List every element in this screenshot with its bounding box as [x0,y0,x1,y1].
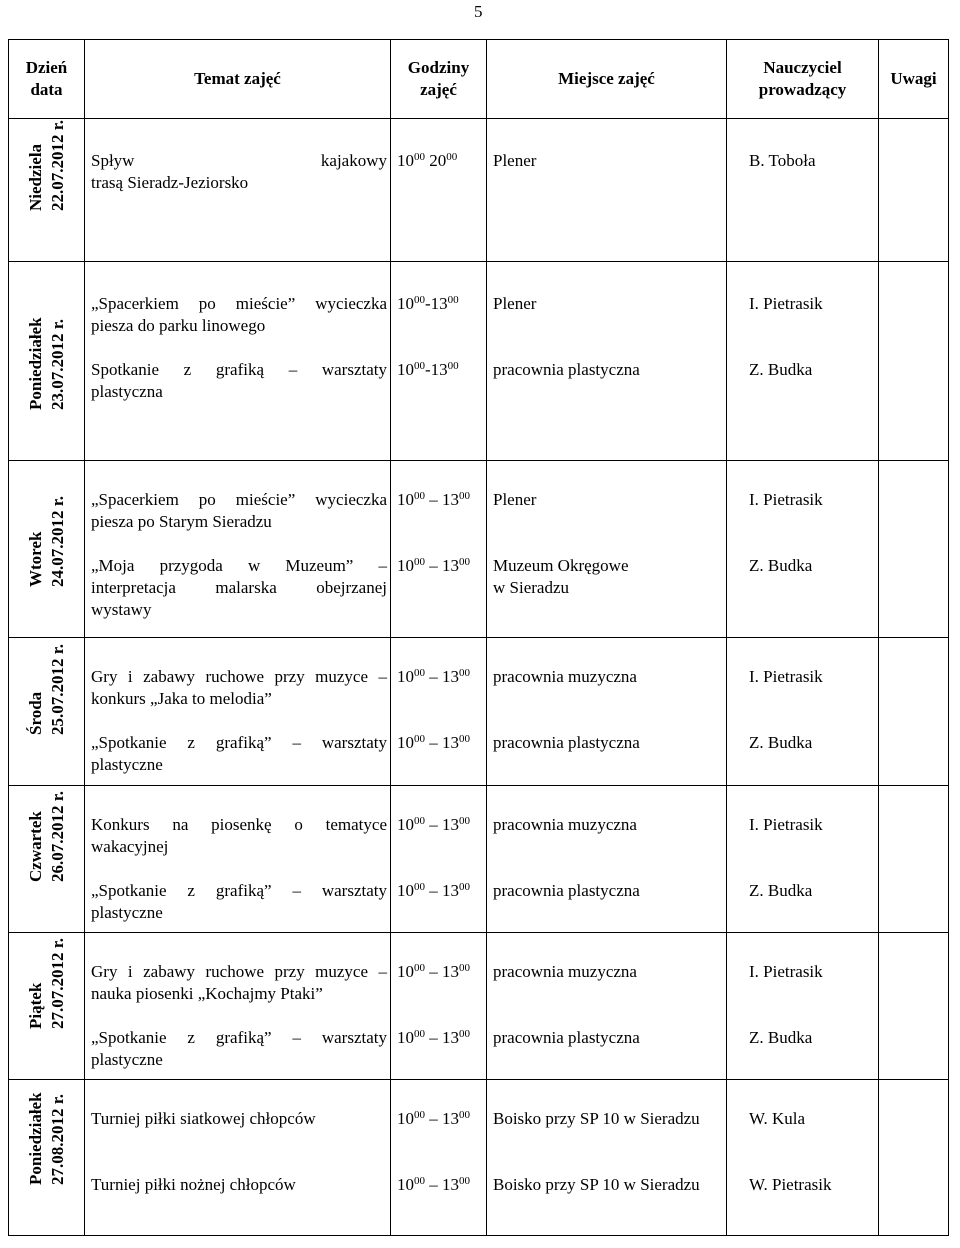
day-date: 27.08.2012 r. [47,1094,67,1185]
topic-line: interpretacja malarska obejrzanej [91,578,387,597]
place-text [487,489,726,511]
place-text [487,880,726,902]
schedule-table [8,39,949,1236]
hours-text [391,1027,473,1049]
topic-line: Konkurs na piosenkę o tematyce [91,815,387,834]
hours-sep: – [425,556,442,575]
topic-line: wakacyjnej [91,837,169,856]
day-wrap [9,119,84,261]
teacher-text: I. Pietrasik [749,294,823,313]
header-teacher [727,40,879,119]
hours-text [391,1108,473,1130]
notes-cell [879,262,949,461]
hours-end-min: 00 [447,294,459,306]
hours-start-min: 00 [414,1175,425,1187]
hours-text [391,1174,473,1196]
hours-end: 20 [429,151,447,170]
notes-cell [879,1080,949,1236]
hours-start: 10 [397,490,414,509]
day-label [25,120,69,211]
place-line: pracownia plastyczna [493,881,640,900]
topic-text [85,880,390,924]
day-label [25,496,69,587]
topic-cell [85,638,391,786]
teacher-text: I. Pietrasik [749,962,823,981]
hours-start: 10 [397,360,414,379]
hours-text [391,880,473,902]
hours-start: 10 [397,815,414,834]
place-text [487,1027,726,1049]
topic-line: „Spotkanie z grafiką” – warsztaty [91,1028,387,1047]
hours-sep: – [425,1175,442,1194]
hours-start-min: 00 [414,962,425,974]
hours-end-min: 00 [459,815,470,827]
hours-start: 10 [397,1175,414,1194]
hours-sep: - [425,360,431,379]
day-name: Środa [25,691,45,735]
place-line: pracownia plastyczna [493,733,640,752]
hours-text [391,961,473,983]
topic-cell [85,461,391,638]
place-cell [487,933,727,1080]
hours-end: 13 [430,360,448,379]
hours-start-min: 00 [414,881,425,893]
teacher-cell [727,933,879,1080]
hours-end-min: 00 [459,881,470,893]
hours-start-min: 00 [414,667,425,679]
day-name: Czwartek [25,811,45,882]
topic-cell [85,933,391,1080]
day-name: Piątek [25,982,45,1029]
hours-start: 10 [397,151,414,170]
day-date: 22.07.2012 r. [47,120,67,211]
place-cell [487,262,727,461]
hours-sep: – [425,1028,442,1047]
table-row [9,786,949,933]
day-wrap [9,933,84,1079]
place-line: w Sieradzu [493,578,570,597]
day-date: 24.07.2012 r. [47,496,67,587]
place-text [487,1174,726,1196]
topic-line: plastyczna [91,382,163,401]
topic-text [85,666,390,710]
place-cell [487,786,727,933]
teacher-cell [727,786,879,933]
hours-text [391,814,473,836]
header-teacher-line1: Nauczyciel [763,58,842,77]
topic-line: Turniej piłki nożnej chłopców [91,1175,296,1194]
hours-end-min: 00 [459,733,470,745]
teacher-cell [727,262,879,461]
table-row [9,638,949,786]
topic-line: „Spacerkiem po mieście” wycieczka [91,294,387,313]
hours-end-min: 00 [459,962,470,974]
hours-start: 10 [397,962,414,981]
day-name: Poniedziałek [25,317,45,410]
hours-start: 10 [397,1109,414,1128]
day-date: 27.07.2012 r. [47,938,67,1029]
day-cell [9,262,85,461]
topic-line: Spotkanie z grafiką – warsztaty [91,360,387,379]
day-label [25,938,69,1029]
day-wrap [9,262,84,460]
teacher-text: W. Kula [749,1109,806,1128]
day-label [25,317,69,410]
day-date: 26.07.2012 r. [47,791,67,882]
topic-text [85,359,390,403]
topic-text [85,1108,390,1130]
topic-line: Gry i zabawy ruchowe przy muzyce – [91,667,387,686]
header-hours-line2: zajęć [420,80,457,99]
day-label [25,644,69,735]
place-line: Plener [493,294,537,313]
hours-end-min: 00 [459,556,470,568]
day-label [25,791,69,882]
page-number: 5 [474,2,483,21]
notes-cell [879,933,949,1080]
teacher-text: Z. Budka [749,1028,813,1047]
place-text [487,359,726,381]
hours-cell [391,262,487,461]
topic-text [85,150,390,194]
day-cell [9,119,85,262]
hours-start-min: 00 [414,815,425,827]
topic-line: konkurs „Jaka to melodia” [91,689,272,708]
schedule-body [9,119,949,1236]
hours-start-min: 00 [414,1028,425,1040]
hours-start-min: 00 [414,360,425,372]
topic-text [85,1174,390,1196]
hours-sep: – [425,815,442,834]
hours-start: 10 [397,881,414,900]
hours-cell [391,461,487,638]
topic-text [85,555,390,621]
topic-line: „Moja przygoda w Muzeum” – [91,556,387,575]
table-row [9,262,949,461]
hours-end: 13 [442,815,459,834]
place-cell [487,1080,727,1236]
hours-text [391,555,473,577]
hours-start-min: 00 [414,151,425,163]
hours-cell [391,933,487,1080]
hours-start-min: 00 [414,556,425,568]
table-row [9,1080,949,1236]
hours-sep: – [425,490,442,509]
day-cell [9,933,85,1080]
place-line: Muzeum Okręgowe [493,556,629,575]
topic-line: nauka piosenki „Kochajmy Ptaki” [91,984,323,1003]
place-cell [487,638,727,786]
hours-cell [391,119,487,262]
teacher-cell [727,119,879,262]
topic-line: „Spotkanie z grafiką” – warsztaty [91,733,387,752]
topic-line: Turniej piłki siatkowej chłopców [91,1109,316,1128]
hours-text [391,666,473,688]
topic-line: piesza do parku linowego [91,316,266,335]
place-cell [487,461,727,638]
hours-text [391,489,473,511]
hours-end: 13 [442,962,459,981]
hours-end: 13 [442,1175,459,1194]
day-cell [9,461,85,638]
day-cell [9,1080,85,1236]
notes-cell [879,119,949,262]
teacher-text: I. Pietrasik [749,667,823,686]
hours-end-min: 00 [459,1175,470,1187]
header-hours [391,40,487,119]
hours-start: 10 [397,294,414,313]
hours-start: 10 [397,1028,414,1047]
day-label [25,1092,69,1185]
table-row [9,933,949,1080]
place-text [487,732,726,754]
topic-text [85,814,390,858]
notes-cell [879,786,949,933]
hours-end: 13 [442,881,459,900]
hours-start-min: 00 [414,733,425,745]
topic-cell [85,262,391,461]
hours-start-min: 00 [414,294,425,306]
hours-text [391,293,462,315]
place-line: pracownia muzyczna [493,815,637,834]
notes-cell [879,638,949,786]
hours-end: 13 [442,1028,459,1047]
place-text [487,555,726,599]
place-line: pracownia plastyczna [493,360,640,379]
hours-sep: – [425,962,442,981]
hours-sep: – [425,881,442,900]
hours-text [391,359,462,381]
topic-line: plastyczne [91,903,163,922]
header-place: Miejsce zajęć [487,40,727,119]
topic-text [85,489,390,533]
hours-cell [391,786,487,933]
topic-cell [85,786,391,933]
header-row [9,40,949,119]
topic-line: „Spacerkiem po mieście” wycieczka [91,490,387,509]
hours-end: 13 [442,1109,459,1128]
place-text [487,666,726,688]
hours-end: 13 [442,733,459,752]
day-name: Wtorek [25,531,45,587]
day-name: Niedziela [25,143,45,211]
teacher-text: Z. Budka [749,556,813,575]
day-cell [9,638,85,786]
topic-text [85,961,390,1005]
hours-start: 10 [397,667,414,686]
place-text [487,150,726,172]
topic-text [85,732,390,776]
hours-end-min: 00 [459,667,470,679]
topic-line: Gry i zabawy ruchowe przy muzyce – [91,962,387,981]
hours-end: 13 [442,490,459,509]
hours-sep: – [425,1109,442,1128]
place-line: pracownia muzyczna [493,962,637,981]
place-line: Plener [493,490,537,509]
hours-end-min: 00 [459,490,470,502]
hours-sep: – [425,667,442,686]
header-day-line2: data [30,80,63,99]
hours-start: 10 [397,556,414,575]
topic-line: trasą Sieradz-Jeziorsko [91,173,249,192]
header-day [9,40,85,119]
topic-text [85,1027,390,1071]
teacher-text: I. Pietrasik [749,490,823,509]
notes-cell [879,461,949,638]
hours-sep: – [425,733,442,752]
teacher-text: I. Pietrasik [749,815,823,834]
place-text [487,1108,726,1130]
hours-cell [391,1080,487,1236]
header-hours-line1: Godziny [407,58,470,77]
hours-sep: - [425,294,431,313]
teacher-cell [727,638,879,786]
day-wrap [9,638,84,785]
teacher-text: Z. Budka [749,360,813,379]
topic-cell [85,1080,391,1236]
teacher-cell [727,1080,879,1236]
topic-line: Spływ kajakowy [91,151,387,170]
day-wrap [9,1080,84,1235]
topic-line: wystawy [91,600,152,619]
hours-cell [391,638,487,786]
hours-text [391,150,460,172]
place-text [487,961,726,983]
day-name: Poniedziałek [25,1092,45,1185]
header-notes: Uwagi [879,40,949,119]
hours-text [391,732,473,754]
hours-start-min: 00 [414,1109,425,1121]
place-line: Boisko przy SP 10 w Sieradzu [493,1109,700,1128]
place-cell [487,119,727,262]
hours-end: 13 [430,294,448,313]
hours-end-min: 00 [459,1109,470,1121]
hours-end: 13 [442,556,459,575]
topic-text [85,293,390,337]
header-teacher-line2: prowadzący [758,80,847,99]
day-date: 23.07.2012 r. [47,319,67,410]
table-row [9,119,949,262]
hours-end-min: 00 [446,151,458,163]
place-text [487,814,726,836]
hours-end-min: 00 [447,360,459,372]
day-date: 25.07.2012 r. [47,644,67,735]
place-line: pracownia plastyczna [493,1028,640,1047]
teacher-text: W. Pietrasik [749,1175,832,1194]
day-cell [9,786,85,933]
header-day-line1: Dzień [25,58,68,77]
hours-start-min: 00 [414,490,425,502]
header-topic: Temat zajęć [85,40,391,119]
day-wrap [9,786,84,932]
teacher-text: Z. Budka [749,733,813,752]
hours-end: 13 [442,667,459,686]
teacher-text: B. Toboła [749,151,816,170]
topic-line: piesza po Starym Sieradzu [91,512,272,531]
teacher-text: Z. Budka [749,881,813,900]
place-line: Boisko przy SP 10 w Sieradzu [493,1175,700,1194]
topic-line: „Spotkanie z grafiką” – warsztaty [91,881,387,900]
place-line: pracownia muzyczna [493,667,637,686]
hours-start: 10 [397,733,414,752]
topic-cell [85,119,391,262]
place-line: Plener [493,151,537,170]
table-row [9,461,949,638]
teacher-cell [727,461,879,638]
day-wrap [9,461,84,637]
place-text [487,293,726,315]
topic-line: plastyczne [91,1050,163,1069]
topic-line: plastyczne [91,755,163,774]
hours-end-min: 00 [459,1028,470,1040]
